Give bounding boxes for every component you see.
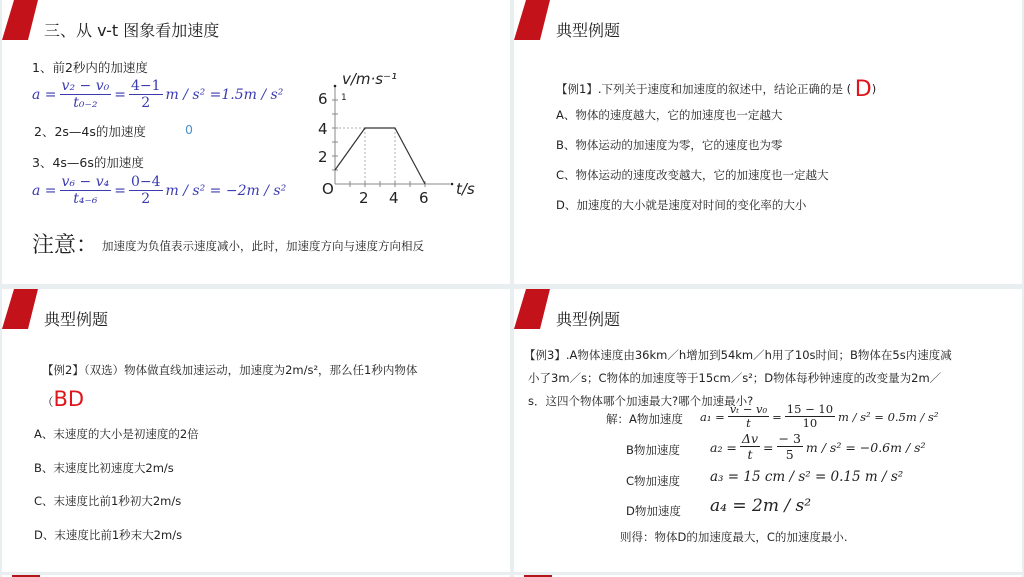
y-axis-label: v/m·s⁻¹ xyxy=(342,70,398,88)
formula-lhs: a xyxy=(32,86,41,103)
question-text: 【例2】（双选）物体做直线加速运动，加速度为2m/s²，那么任1秒内物体 xyxy=(42,363,418,377)
formula-num2: 0−4 xyxy=(130,174,161,190)
answer-mark: D xyxy=(854,77,872,102)
title-accent-bar xyxy=(514,289,550,329)
option-b: B、物体运动的加速度为零，它的速度也为零 xyxy=(556,138,783,152)
velocity-line xyxy=(335,128,425,184)
item2-label: 2、2s—4s的加速度 xyxy=(34,124,146,139)
formula-num: v₆ − v₄ xyxy=(61,174,110,190)
formula-result: = −2m / s² xyxy=(209,182,287,199)
formula-num2: 15 − 10 xyxy=(786,402,834,416)
solution-d-formula: a₄ = 2m / s² xyxy=(710,496,812,516)
y-tick-4: 4 xyxy=(318,120,328,138)
item1-formula: a = $\frac{\text{v₂ − v₀}}{\text{t₀₋₂}}$ = $\frac{4-1}{2}$ m / s² =1.5m / s² xyxy=(32,78,284,112)
solution-conclusion: 则得：物体D的加速度最大，C的加速度最小. xyxy=(620,530,848,544)
solution-a-label: 解：A物加速度 xyxy=(606,412,683,426)
item3-label: 3、4s—6s的加速度 xyxy=(32,155,144,170)
formula-num: v₂ − v₀ xyxy=(61,78,110,94)
y-tick-6: 6 xyxy=(318,90,328,108)
answer-mark: BD xyxy=(53,387,85,411)
question-line-2: 小了3m／s；C物体的加速度等于15cm／s²；D物体每秒钟速度的改变量为2m／ xyxy=(528,371,942,385)
formula-num: Δv xyxy=(741,431,759,446)
option-a: A、物体的速度越大，它的加速度也一定越大 xyxy=(556,108,783,122)
formula-unit: m / s² xyxy=(165,86,206,103)
formula-den2: 5 xyxy=(785,447,794,463)
solution-b-formula: a₂ = $\frac{\Delta v}{t}$ = $\frac{- 3}{5}$ m / s² = −0.6m / s² xyxy=(710,431,926,463)
formula-den2: 10 xyxy=(802,416,818,431)
formula-result: m / s² = 0.5m / s² xyxy=(838,410,939,424)
slide-example-1 xyxy=(514,0,1022,284)
formula-den2: 2 xyxy=(141,191,151,208)
slide-example-2 xyxy=(2,289,510,572)
item2-value: 0 xyxy=(185,122,193,137)
formula-unit: m / s² xyxy=(165,182,206,199)
formula-num2: − 3 xyxy=(778,431,801,446)
note-label: 注意： xyxy=(32,233,99,258)
question-line-1: 【例3】.A物体速度由36km／h增加到54km／h用了10s时间；B物体在5s内速度减 xyxy=(524,348,952,362)
origin-label: O xyxy=(322,180,334,198)
option-b: B、末速度比初速度大2m/s xyxy=(34,461,174,475)
formula-den: t₀₋₂ xyxy=(73,95,98,112)
slide-example-3 xyxy=(514,289,1022,572)
formula-result: m / s² = −0.6m / s² xyxy=(805,439,926,455)
option-d: D、加速度的大小就是速度对时间的变化率的大小 xyxy=(556,198,807,212)
title-accent-bar xyxy=(514,0,550,40)
item3-formula: a = $\frac{\text{v₆ − v₄}}{\text{t₄₋₆}}$ = $\frac{0-4}{2}$ m / s² = −2m / s² xyxy=(32,174,287,208)
y-tick-2: 2 xyxy=(318,148,328,166)
item1-label: 1、前2秒内的加速度 xyxy=(32,60,148,75)
option-c: C、末速度比前1秒初大2m/s xyxy=(34,494,182,508)
vt-chart xyxy=(310,64,490,209)
formula-lhs: a₂ = xyxy=(710,439,737,455)
formula-lhs: a₁ = xyxy=(700,410,725,424)
solution-a-formula: a₁ = $\frac{\text{vₜ − v₀}}{t}$ = $\frac{15 - 10}{10}$ m / s² = 0.5m / s² xyxy=(700,402,939,431)
slide-title: 典型例题 xyxy=(44,310,109,329)
formula-result: =1.5m / s² xyxy=(209,86,284,103)
title-accent-bar xyxy=(2,0,38,40)
question-stem: 【例1】.下列关于速度和加速度的叙述中，结论正确的是 ( xyxy=(556,82,852,96)
solution-c-formula: a₃ = 15 cm / s² = 0.15 m / s² xyxy=(710,469,904,485)
slide-vt-graph xyxy=(2,0,510,284)
slide-title: 典型例题 xyxy=(556,310,621,329)
x-tick-6: 6 xyxy=(419,189,429,207)
title-accent-bar xyxy=(2,289,38,329)
formula-den: t₄₋₆ xyxy=(73,191,98,208)
option-d: D、末速度比前1秒末大2m/s xyxy=(34,528,183,542)
formula-den: t xyxy=(746,416,751,431)
slide-title: 三、从 v-t 图象看加速度 xyxy=(44,21,220,40)
formula-lhs: a xyxy=(32,182,41,199)
svg-text:1: 1 xyxy=(341,93,347,103)
formula-den2: 2 xyxy=(141,95,151,112)
option-a: A、末速度的大小是初速度的2倍 xyxy=(34,427,199,441)
option-c: C、物体运动的速度改变越大，它的加速度也一定越大 xyxy=(556,168,829,182)
formula-num: vₜ − v₀ xyxy=(729,402,768,416)
note-text: 加速度为负值表示速度减小，此时，加速度方向与速度方向相反 xyxy=(102,239,424,253)
slide-title: 典型例题 xyxy=(556,21,621,40)
answer-open-paren: （ xyxy=(42,395,54,409)
answer-line xyxy=(42,387,84,411)
x-tick-2: 2 xyxy=(359,189,369,207)
question-line-3: s．这四个物体哪个加速最大?哪个加速最小? xyxy=(528,394,754,408)
solution-b-label: B物加速度 xyxy=(626,443,680,457)
formula-den: t xyxy=(747,447,753,463)
x-axis-label: t/s xyxy=(456,180,475,198)
x-tick-4: 4 xyxy=(389,189,399,207)
formula-num2: 4−1 xyxy=(130,78,161,94)
question-close: ) xyxy=(871,82,877,96)
solution-c-label: C物加速度 xyxy=(626,474,681,488)
solution-d-label: D物加速度 xyxy=(626,504,681,518)
question-text xyxy=(556,77,876,102)
